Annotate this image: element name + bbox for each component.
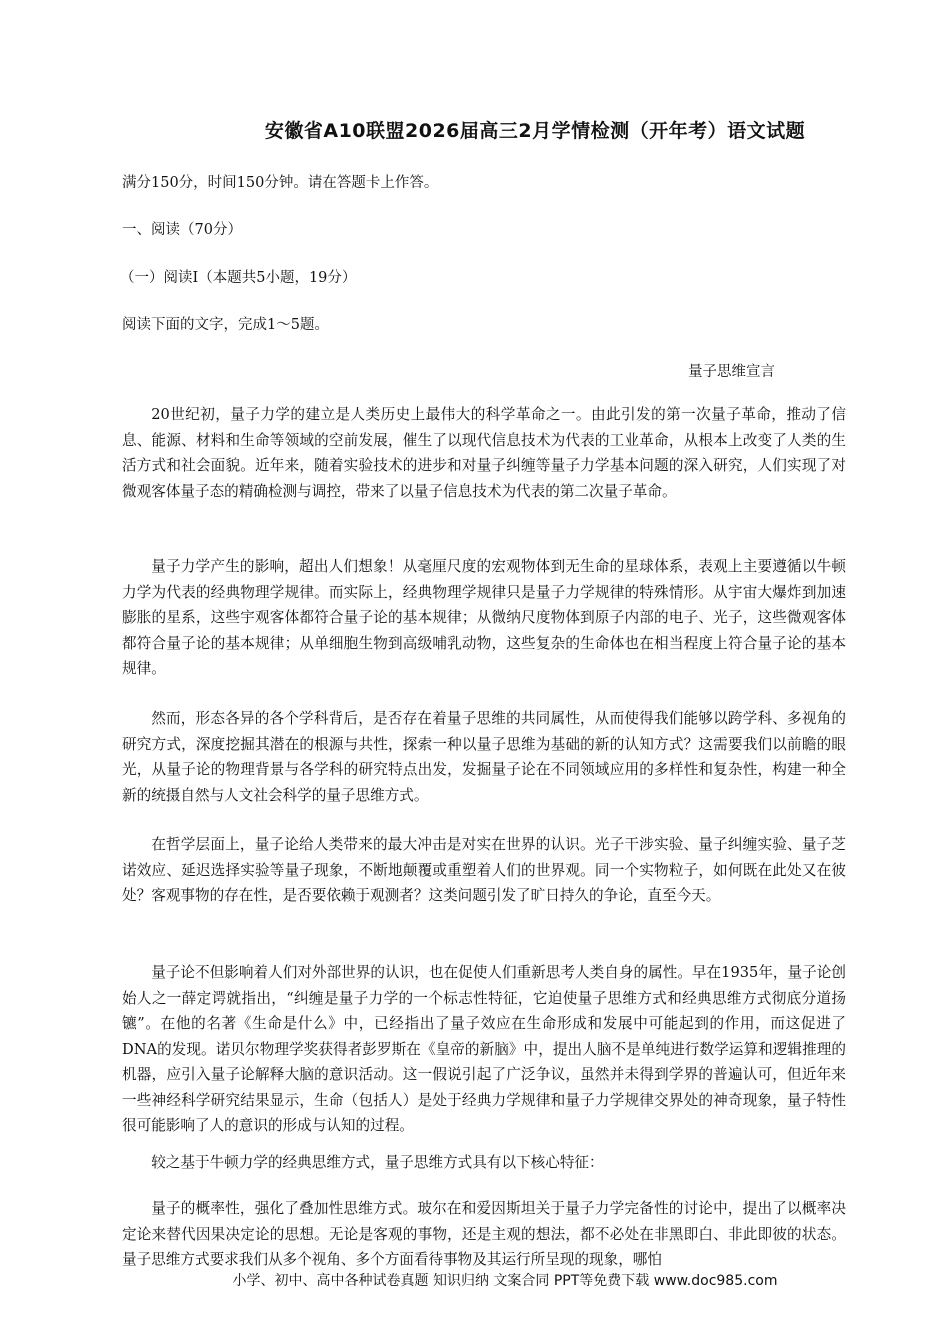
paragraph [122, 554, 846, 682]
paragraph-text: 然而，形态各异的各个学科背后，是否存在着量子思维的共同属性，从而使得我们能够以跨学科、多视角的研究方式，深度挖掘其潜在的根源与共性，探索一种以量子思维为基础的新的认知方式？这需要我们以前瞻的眼光，从量子论的物理背景与各学科的研究特点出发，发掘量子论在不同领域应用的多样性和复杂性，构建一种全新的统摄自然与人文社会科学的量子思维方式。 [122, 710, 846, 804]
paragraph [122, 1196, 846, 1273]
paragraph [122, 1150, 846, 1176]
paragraph-text: 量子论不但影响着人们对外部世界的认识，也在促使人们重新思考人类自身的属性。早在1935年，量子论创始人之一薛定谔就指出，“纠缠是量子力学的一个标志性特征，它迫使量子思维方式和经典思维方式彻底分道扬镳”。在他的名著《生命是什么》中，已经指出了量子效应在生命形成和发展中可能起到的作用，而这促进了DNA的发现。诺贝尔物理学奖获得者彭罗斯在《皇帝的新脑》中，提出人脑不是单纯进行数学运算和逻辑推理的机器，应引入量子论解释大脑的意识活动。这一假说引起了广泛争议，虽然并未得到学界的普遍认可，但近年来一些神经科学研究结果显示，生命（包括人）是处于经典力学规律和量子力学规律交界处的神奇现象，量子特性很可能影响了人的意识的形成与认知的过程。 [122, 964, 846, 1134]
exam-title: 安徽省A10联盟2026届高三2月学情检测（开年考）语文试题 [264, 120, 806, 142]
paragraph-text: 量子力学产生的影响，超出人们想象！从毫厘尺度的宏观物体到无生命的星球体系，表观上主要遵循以牛顿力学为代表的经典物理学规律。而实际上，经典物理学规律只是量子力学规律的特殊情形。从宇宙大爆炸到加速膨胀的星系，这些宇观客体都符合量子论的基本规律；从微纳尺度物体到原子内部的电子、光子，这些微观客体都符合量子论的基本规律；从单细胞生物到高级哺乳动物，这些复杂的生命体也在相当程度上符合量子论的基本规律。 [122, 558, 846, 677]
paragraph-text: 20世纪初，量子力学的建立是人类历史上最伟大的科学革命之一。由此引发的第一次量子革命，推动了信息、能源、材料和生命等领域的空前发展，催生了以现代信息技术为代表的工业革命，从根本上改变了人类的生活方式和社会面貌。近年来，随着实验技术的进步和对量子纠缠等量子力学基本问题的深入研究，人们实现了对微观客体量子态的精确检测与调控，带来了以量子信息技术为代表的第二次量子革命。 [122, 406, 846, 500]
exam-instructions: 满分150分，时间150分钟。请在答题卡上作答。 [122, 175, 439, 191]
article-title: 量子思维宣言 [688, 364, 775, 380]
subsection-heading: （一）阅读Ⅰ（本题共5小题，19分） [120, 270, 357, 286]
paragraph [122, 706, 846, 808]
reading-prompt: 阅读下面的文字，完成1～5题。 [122, 317, 329, 333]
paragraph [122, 832, 846, 909]
footer-banner: 小学、初中、高中各种试卷真题 知识归纳 文案合同 PPT等免费下载 www.doc985.com [232, 1273, 778, 1289]
paragraph [122, 960, 846, 1139]
paragraph [122, 402, 846, 504]
paragraph-text: 量子的概率性，强化了叠加性思维方式。玻尔在和爱因斯坦关于量子力学完备性的讨论中，提出了以概率决定论来替代因果决定论的思想。无论是客观的事物，还是主观的想法，都不必处在非黑即白、非此即彼的状态。量子思维方式要求我们从多个视角、多个方面看待事物及其运行所呈现的现象，哪怕 [122, 1200, 846, 1268]
paragraph-text: 较之基于牛顿力学的经典思维方式，量子思维方式具有以下核心特征： [151, 1154, 604, 1171]
section-heading: 一、阅读（70分） [122, 222, 242, 238]
paragraph-text: 在哲学层面上，量子论给人类带来的最大冲击是对实在世界的认识。光子干涉实验、量子纠缠实验、量子芝诺效应、延迟选择实验等量子现象，不断地颠覆或重塑着人们的世界观。同一个实物粒子，如何既在此处又在彼处？客观事物的存在性，是否要依赖于观测者？这类问题引发了旷日持久的争论，直至今天。 [122, 836, 846, 904]
